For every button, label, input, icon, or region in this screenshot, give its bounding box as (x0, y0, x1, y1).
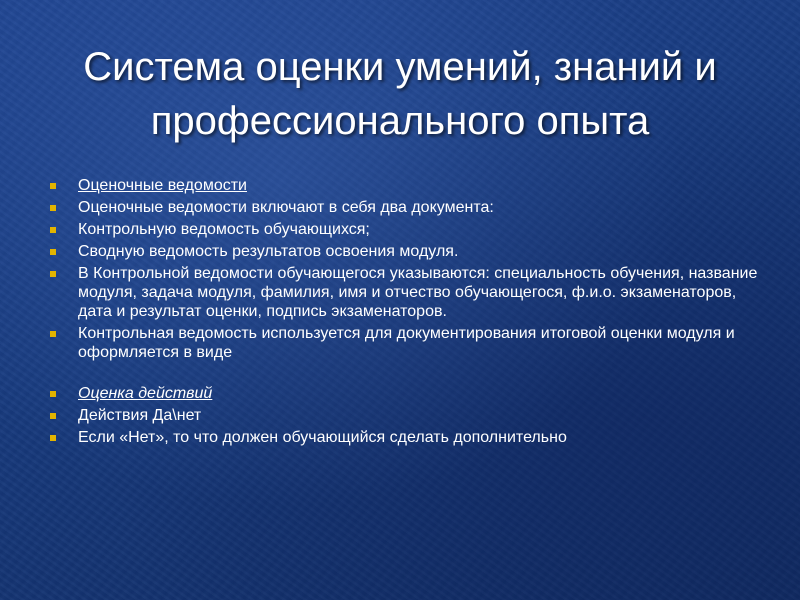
list-item (50, 428, 770, 447)
bullet-text: Если «Нет», то что должен обучающийся сделать дополнительно (78, 429, 567, 446)
square-bullet-icon (50, 413, 56, 419)
title-line-1: Система оценки умений, знаний и (83, 45, 717, 89)
list-item (50, 406, 770, 425)
bullet-text: Оценочные ведомости включают в себя два документа: (78, 199, 494, 216)
bullet-text: Оценочные ведомости (78, 177, 247, 194)
bullet-text: Оценка действий (78, 385, 213, 402)
square-bullet-icon (50, 331, 56, 337)
list-item (50, 220, 770, 239)
bullet-list (50, 176, 770, 450)
list-item (50, 176, 770, 195)
list-item (50, 264, 770, 321)
square-bullet-icon (50, 227, 56, 233)
square-bullet-icon (50, 249, 56, 255)
square-bullet-icon (50, 435, 56, 441)
bullet-text: Действия Да\нет (78, 407, 202, 424)
slide-title (20, 40, 780, 148)
list-item (50, 198, 770, 217)
bullet-text: Контрольную ведомость обучающихся; (78, 221, 370, 238)
list-item (50, 384, 770, 403)
square-bullet-icon (50, 271, 56, 277)
list-spacer (50, 365, 770, 384)
square-bullet-icon (50, 183, 56, 189)
bullet-text: Сводную ведомость результатов освоения модуля. (78, 243, 459, 260)
bullet-text: Контрольная ведомость используется для документирования итоговой оценки модуля и оформляется в виде (78, 325, 735, 361)
square-bullet-icon (50, 205, 56, 211)
list-item (50, 324, 770, 362)
title-line-2: профессионального опыта (150, 99, 650, 143)
list-item (50, 242, 770, 261)
bullet-text: В Контрольной ведомости обучающегося указываются: специальность обучения, название модуля, задача модуля, фамилия, имя и отчество обучающегося, ф.и.о. экзаменаторов, дата и результат оценки, подпись экзаменаторов. (78, 265, 758, 320)
square-bullet-icon (50, 391, 56, 397)
